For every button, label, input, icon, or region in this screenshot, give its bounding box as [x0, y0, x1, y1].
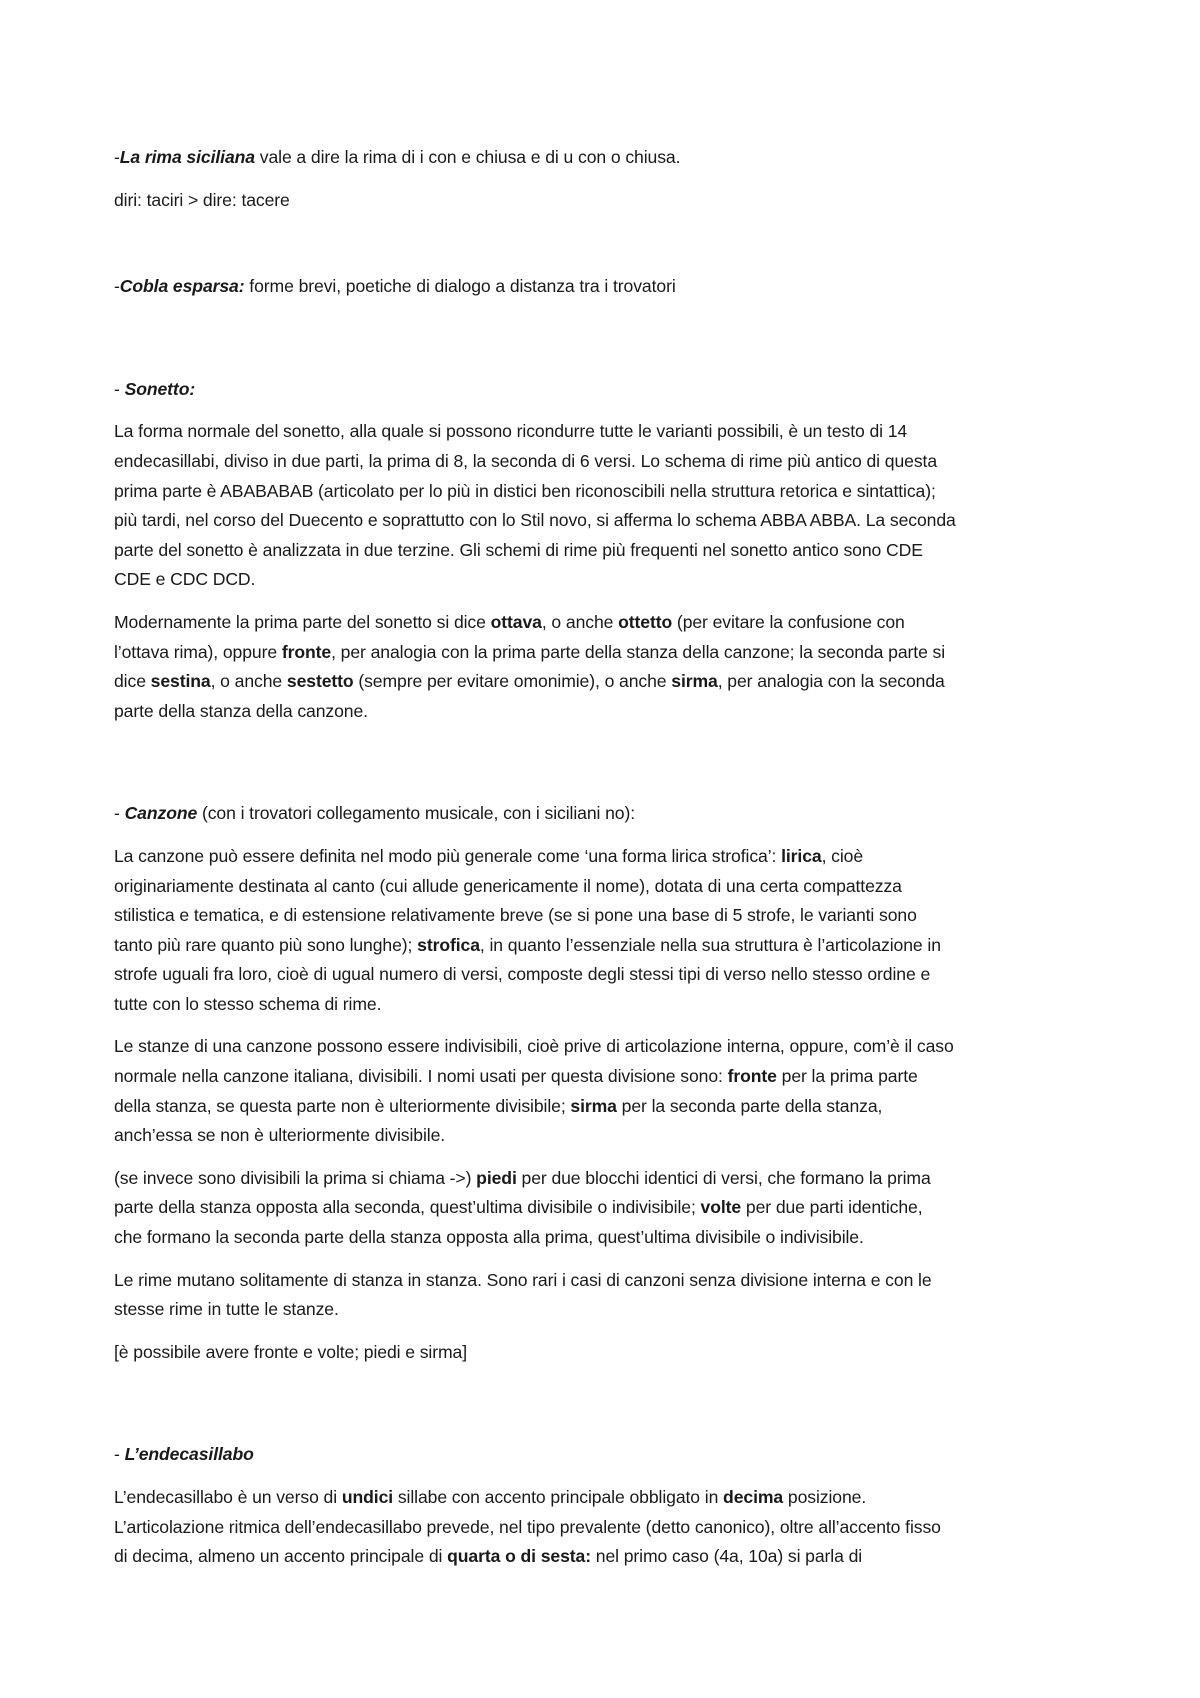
text-line: anch’essa se non è ulteriormente divisibile. [114, 1125, 446, 1146]
rima-siciliana-paragraph [114, 143, 1090, 173]
term-ottetto: ottetto [618, 611, 673, 632]
text-line: L’endecasillabo è un verso di undici sillabe con accento principale obbligato in decima posizione. [114, 1487, 867, 1507]
dash: - [114, 147, 120, 167]
term-fronte: fronte [281, 641, 332, 662]
rima-siciliana-example: diri: taciri > dire: tacere [114, 189, 290, 210]
term-sestetto: sestetto [286, 671, 354, 692]
text-line: L’articolazione ritmica dell’endecasillabo prevede, nel tipo prevalente (detto canonico), oltre all’accento fisso [114, 1516, 941, 1537]
text-line: stesse rime in tutte le stanze. [114, 1299, 339, 1320]
text-line: che formano la seconda parte della stanza opposta alla prima, quest’ultima divisibile o indivisibile. [114, 1227, 864, 1248]
text-line: l’ottava rima), oppure fronte, per analogia con la prima parte della stanza della canzone; la seconda parte si [114, 641, 946, 662]
text-line: Le stanze di una canzone possono essere indivisibili, cioè prive di articolazione interna, oppure, com’è il caso [114, 1036, 954, 1057]
dash: - [114, 276, 120, 297]
canzone-note: [è possibile avere fronte e volte; piedi e sirma] [114, 1341, 468, 1362]
term-volte: volte [700, 1197, 742, 1218]
text-line: tutte con lo stesso schema di rime. [114, 993, 382, 1014]
term-quarta-sesta: quarta o di sesta: [447, 1546, 591, 1567]
term-sirma: sirma [570, 1095, 617, 1116]
dash: - [114, 803, 125, 824]
endecasillabo-paragraph-1 [114, 1483, 1090, 1572]
document-body [114, 143, 1090, 1585]
cobla-esparsa-paragraph [114, 272, 1090, 302]
term-strofica: strofica [417, 934, 480, 955]
term-lirica: lirica [781, 845, 822, 866]
text-line: normale nella canzone italiana, divisibili. I nomi usati per questa divisione sono: fronte per la prima parte [114, 1066, 918, 1087]
text-line: parte della stanza della canzone. [114, 700, 368, 721]
term-sonetto: Sonetto: [124, 378, 196, 399]
term-sestina: sestina [150, 671, 211, 692]
endecasillabo-heading [114, 1440, 1090, 1470]
term-sirma: sirma [671, 671, 718, 692]
term-canzone: Canzone [124, 803, 198, 824]
term-undici: undici [341, 1487, 394, 1507]
term-endecasillabo: L’endecasillabo [124, 1444, 254, 1465]
term-ottava: ottava [490, 611, 542, 632]
text-line: (se invece sono divisibili la prima si chiama ->) piedi per due blocchi identici di versi, che formano la prima [114, 1167, 931, 1188]
canzone-paragraph-3 [114, 1164, 1090, 1253]
text-line: La forma normale del sonetto, alla quale si possono ricondurre tutte le varianti possibili, è un testo di 14 [114, 421, 908, 442]
cobla-text: forme brevi, poetiche di dialogo a distanza tra i trovatori [244, 276, 676, 297]
text-line: parte della stanza opposta alla seconda, quest’ultima divisibile o indivisibile; volte per due parti identiche, [114, 1197, 923, 1218]
rima-siciliana-text: vale a dire la rima di i con e chiusa e di u con o chiusa. [254, 147, 681, 167]
text-line: dice sestina, o anche sestetto (sempre per evitare omonimie), o anche sirma, per analogia con la seconda [114, 671, 945, 692]
text-line: della stanza, se questa parte non è ulteriormente divisibile; sirma per la seconda parte della stanza, [114, 1095, 883, 1116]
canzone-paragraph-4 [114, 1266, 1090, 1325]
canzone-paragraph-1 [114, 842, 1090, 1020]
text-line: strofe uguali fra loro, cioè di ugual numero di versi, composte degli stessi tipi di verso nello stesso ordine e [114, 964, 931, 985]
text-line: Le rime mutano solitamente di stanza in stanza. Sono rari i casi di canzoni senza divisione interna e con le [114, 1269, 932, 1290]
canzone-paragraph-2 [114, 1032, 1090, 1150]
sonetto-paragraph-1 [114, 417, 1090, 595]
dash: - [114, 378, 125, 399]
term-piedi: piedi [476, 1167, 517, 1188]
text-line: La canzone può essere definita nel modo più generale come ‘una forma lirica strofica’: lirica, cioè [114, 845, 864, 866]
dash: - [114, 1444, 125, 1465]
canzone-heading-rest: (con i trovatori collegamento musicale, con i siciliani no): [197, 803, 636, 824]
text-line: originariamente destinata al canto (cui allude genericamente il nome), dotata di una certa compattezza [114, 875, 902, 896]
text-line: prima parte è ABABABAB (articolato per lo più in distici ben riconoscibili nella struttura retorica e sintattica); [114, 480, 936, 501]
sonetto-heading [114, 375, 1090, 405]
text-line: parte del sonetto è analizzata in due terzine. Gli schemi di rime più frequenti nel sonetto antico sono CDE [114, 539, 923, 560]
text-line: Modernamente la prima parte del sonetto si dice ottava, o anche ottetto (per evitare la confusione con [114, 611, 905, 632]
text-line: più tardi, nel corso del Duecento e soprattutto con lo Stil novo, si afferma lo schema ABBA ABBA. La seconda [114, 510, 956, 531]
text-line: di decima, almeno un accento principale di quarta o di sesta: nel primo caso (4a, 10a) si parla di [114, 1546, 863, 1567]
text-line: stilistica e tematica, e di estensione relativamente breve (se si pone una base di 5 strofe, le varianti sono [114, 905, 917, 926]
sonetto-paragraph-2 [114, 608, 1090, 726]
term-rima-siciliana: La rima siciliana [119, 147, 255, 167]
text-line: endecasillabi, diviso in due parti, la prima di 8, la seconda di 6 versi. Lo schema di rime più antico di questa [114, 450, 938, 471]
text-line: tanto più rare quanto più sono lunghe); strofica, in quanto l’essenziale nella sua struttura è l’articolazione in [114, 934, 941, 955]
canzone-heading [114, 799, 1090, 829]
text-line: CDE e CDC DCD. [114, 569, 256, 590]
term-cobla-esparsa: Cobla esparsa: [119, 276, 245, 297]
term-fronte: fronte [727, 1066, 777, 1087]
term-decima: decima [723, 1487, 784, 1507]
